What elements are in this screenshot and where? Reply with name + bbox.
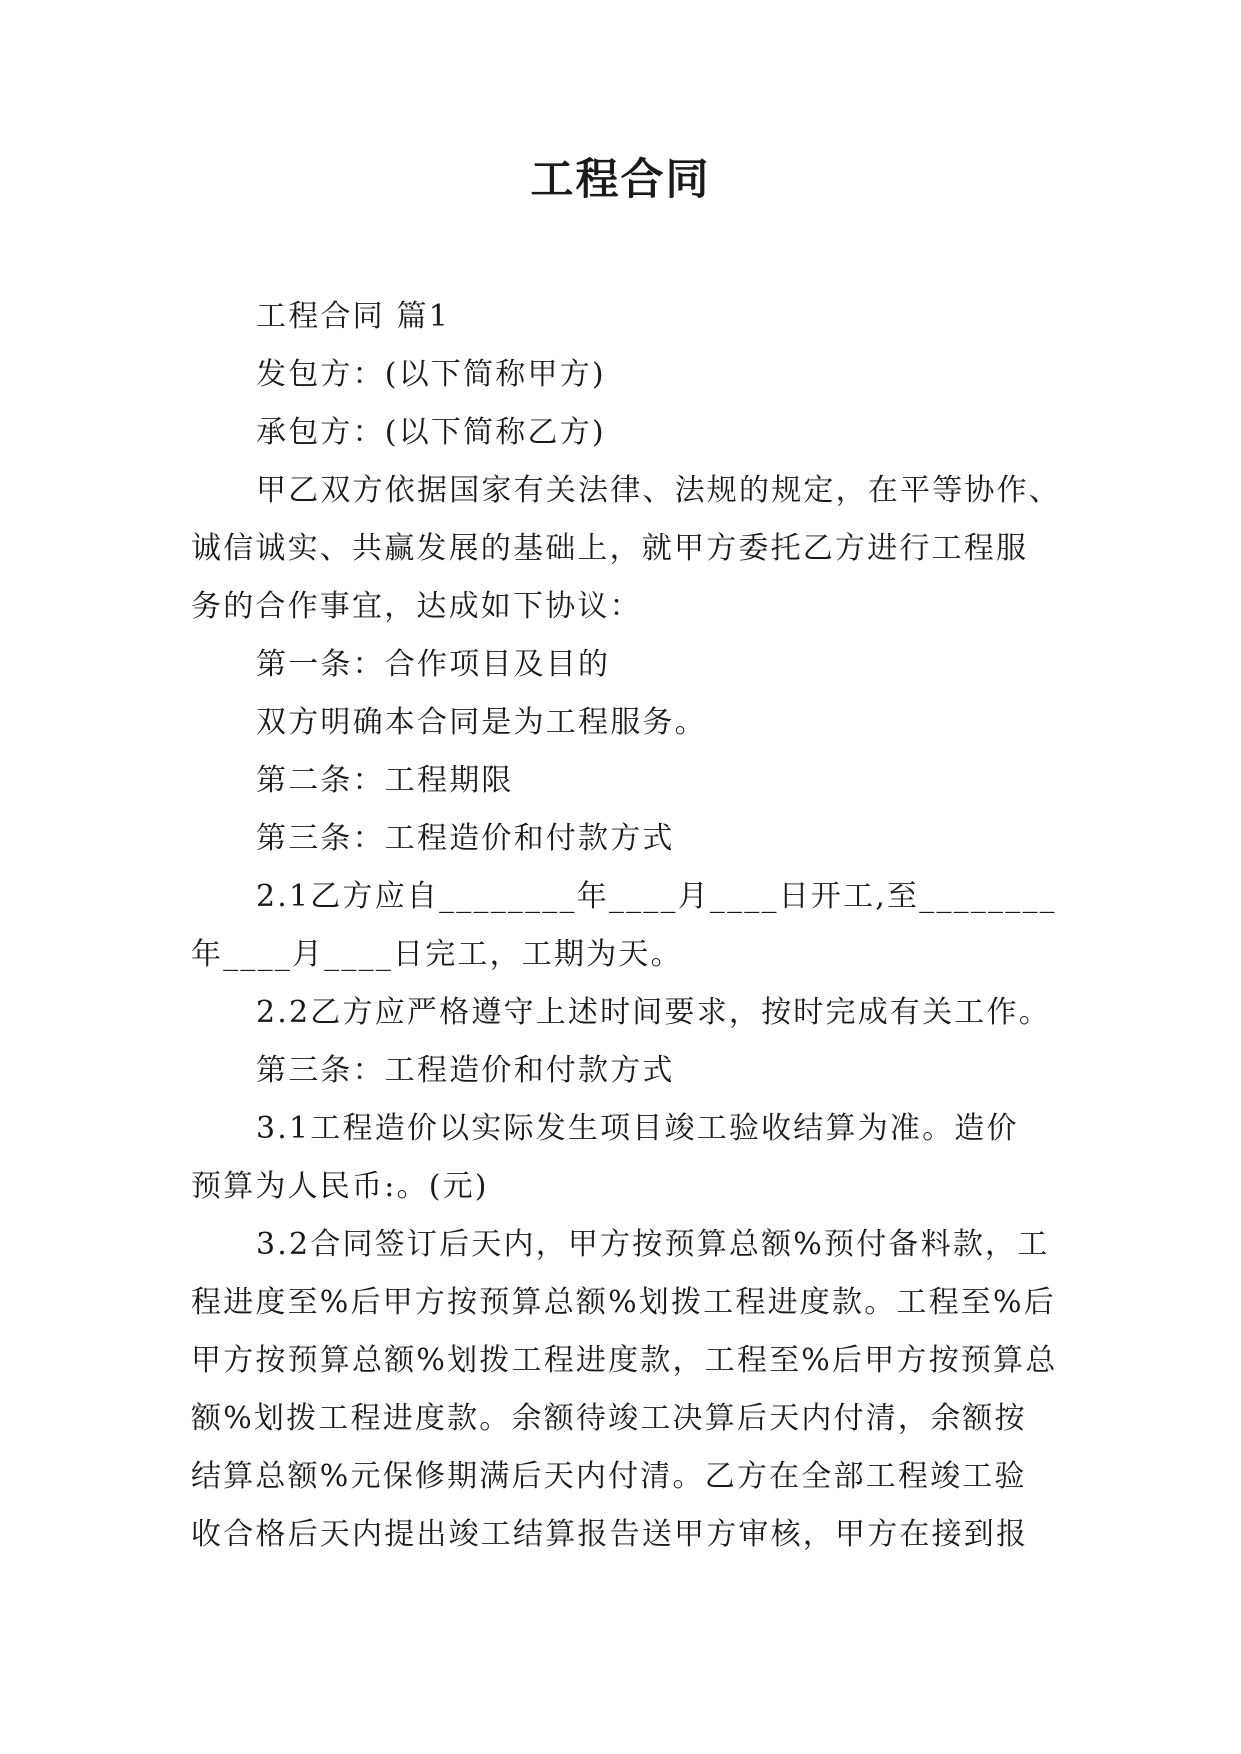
text-line: 诚信诚实、共赢发展的基础上，就甲方委托乙方进行工程服 bbox=[191, 531, 1029, 566]
text-line: 发包方：(以下简称甲方) bbox=[256, 357, 606, 392]
text-line: 工程合同 篇1 bbox=[256, 299, 451, 334]
text-line: 结算总额%元保修期满后天内付清。乙方在全部工程竣工验 bbox=[191, 1459, 1027, 1494]
text-line: 务的合作事宜，达成如下协议： bbox=[191, 589, 642, 624]
document-title: 工程合同 bbox=[530, 155, 711, 205]
text-line: 双方明确本合同是为工程服务。 bbox=[256, 705, 707, 740]
text-line: 第三条：工程造价和付款方式 bbox=[256, 821, 675, 856]
text-line: 预算为人民币:。(元) bbox=[191, 1169, 489, 1204]
text-line: 2.2乙方应严格遵守上述时间要求，按时完成有关工作。 bbox=[256, 995, 1051, 1030]
text-line: 程进度至%后甲方按预算总额%划拨工程进度款。工程至%后 bbox=[191, 1285, 1056, 1320]
text-line: 2.1乙方应自________年____月____日开工,至________ bbox=[256, 879, 1057, 914]
text-line: 3.1工程造价以实际发生项目竣工验收结算为准。造价 bbox=[256, 1111, 1019, 1146]
text-line: 承包方：(以下简称乙方) bbox=[256, 415, 606, 450]
document-body bbox=[191, 288, 1061, 1564]
text-line: 第一条：合作项目及目的 bbox=[256, 647, 611, 682]
text-line: 年____月____日完工，工期为天。 bbox=[191, 937, 683, 972]
text-line: 第三条：工程造价和付款方式 bbox=[256, 1053, 675, 1088]
text-line: 甲方按预算总额%划拨工程进度款，工程至%后甲方按预算总 bbox=[191, 1343, 1058, 1378]
text-line: 额%划拨工程进度款。余额待竣工决算后天内付清，余额按 bbox=[191, 1401, 1027, 1436]
text-line: 收合格后天内提出竣工结算报告送甲方审核，甲方在接到报 bbox=[191, 1517, 1029, 1552]
text-line: 3.2合同签订后天内，甲方按预算总额%预付备料款，工 bbox=[256, 1227, 1050, 1262]
text-line: 甲乙双方依据国家有关法律、法规的规定，在平等协作、 bbox=[256, 473, 1061, 508]
text-line: 第二条：工程期限 bbox=[256, 763, 514, 798]
